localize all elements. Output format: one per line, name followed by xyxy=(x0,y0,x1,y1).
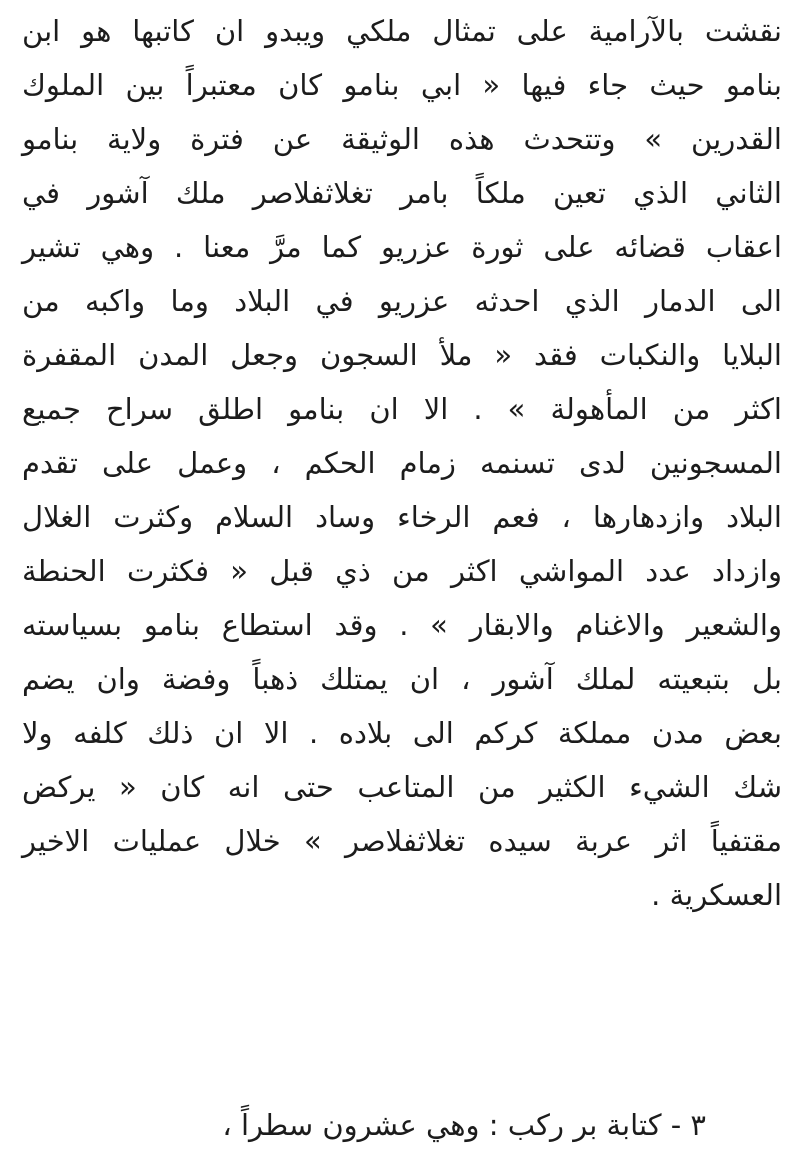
text-line: اعقاب قضائه على ثورة عزريو كما مرَّ معنا . وهي تشير xyxy=(22,230,782,264)
text-line: بنامو حيث جاء فيها « ابي بنامو كان معتبراً بين الملوك xyxy=(22,68,782,102)
text-line: شك الشيء الكثير من المتاعب حتى انه كان « يركض xyxy=(22,770,782,804)
text-line: المسجونين لدى تسنمه زمام الحكم ، وعمل على تقدم xyxy=(22,446,782,480)
text-line: وازداد عدد المواشي اكثر من ذي قبل « فكثرت الحنطة xyxy=(22,554,782,588)
text-line: بعض مدن مملكة كركم الى بلاده . الا ان ذلك كلفه ولا xyxy=(22,716,782,750)
text-line: القدرين » وتتحدث هذه الوثيقة عن فترة ولاية بنامو xyxy=(22,122,782,156)
numbered-list-item: ٣ - كتابة بر ركب : وهي عشرون سطراً ، xyxy=(222,1108,706,1142)
text-line: بل بتبعيته لملك آشور ، ان يمتلك ذهباً وفضة وان يضم xyxy=(22,662,782,696)
text-line: اكثر من المأهولة » . الا ان بنامو اطلق سراح جميع xyxy=(22,392,782,426)
text-line-final: العسكرية . xyxy=(651,878,782,912)
text-line: البلاد وازدهارها ، فعم الرخاء وساد السلام وكثرت الغلال xyxy=(22,500,782,534)
text-line: والشعير والاغنام والابقار » . وقد استطاع بنامو بسياسته xyxy=(22,608,782,642)
text-line: الثاني الذي تعين ملكاً بامر تغلاثفلاصر ملك آشور في xyxy=(22,176,782,210)
text-line: الى الدمار الذي احدثه عزريو في البلاد وما واكبه من xyxy=(22,284,782,318)
text-line: البلايا والنكبات فقد « ملأ السجون وجعل المدن المقفرة xyxy=(22,338,782,372)
text-line: مقتفياً اثر عربة سيده تغلاثفلاصر » خلال عمليات الاخير xyxy=(22,824,782,858)
text-line: نقشت بالآرامية على تمثال ملكي ويبدو ان كاتبها هو ابن xyxy=(22,14,782,48)
